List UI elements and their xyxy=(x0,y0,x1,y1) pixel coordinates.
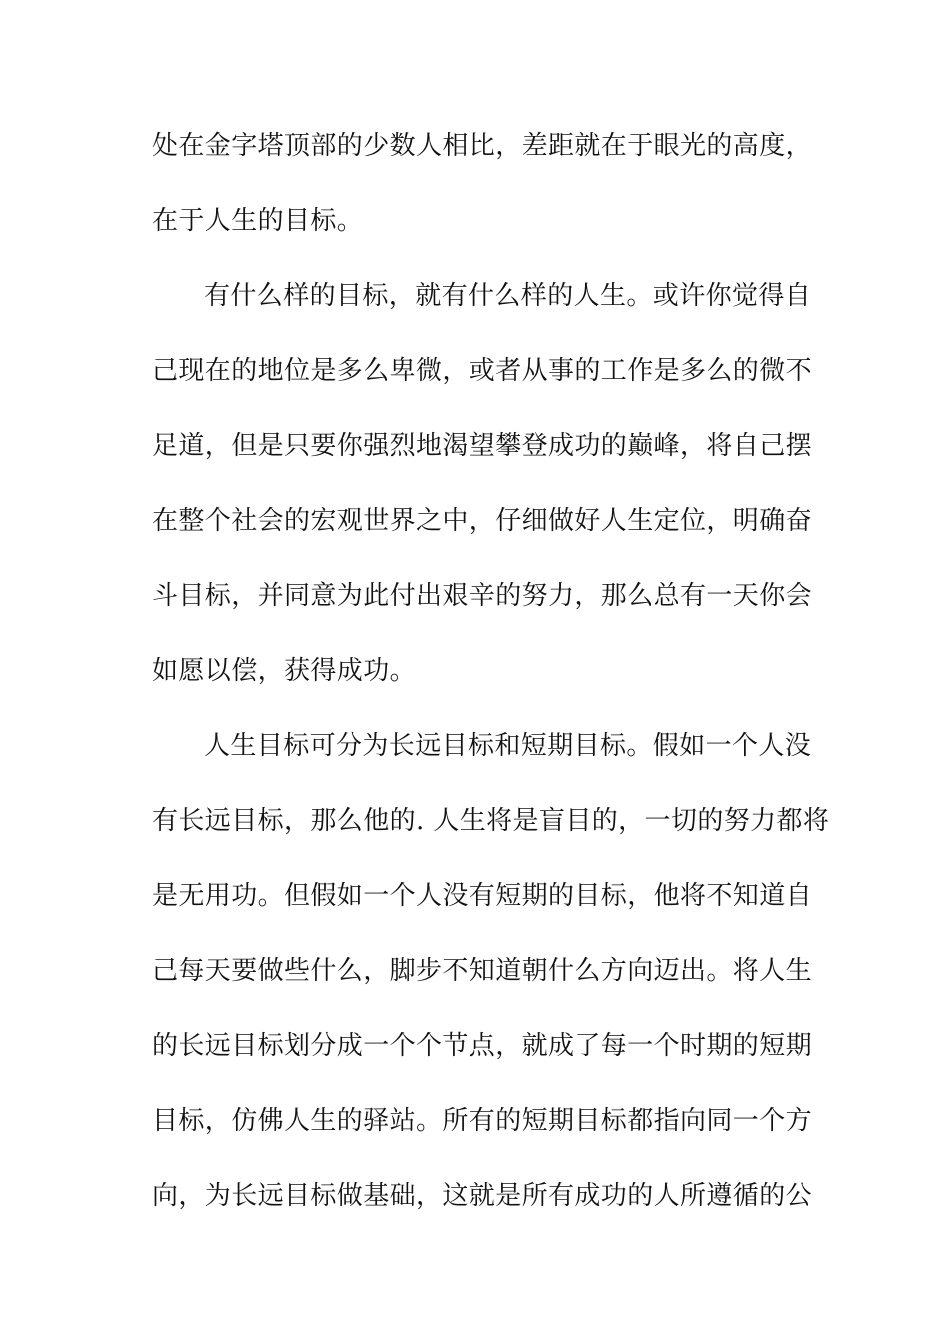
text-line: 己现在的地位是多么卑微，或者从事的工作是多么的微不 xyxy=(152,356,813,386)
text-line: 己每天要做些什么，脚步不知道朝什么方向迈出。将人生 xyxy=(152,956,813,986)
paragraph-first-line: 人生目标可分为长远目标和短期目标。假如一个人没 xyxy=(204,731,812,761)
text-line: 足道，但是只要你强烈地渴望攀登成功的巅峰，将自己摆 xyxy=(152,431,813,461)
text-line: 有长远目标，那么他的. 人生将是盲目的，一切的努力都将 xyxy=(152,806,830,836)
text-line: 的长远目标划分成一个个节点，就成了每一个时期的短期 xyxy=(152,1031,813,1061)
text-line: 在于人生的目标。 xyxy=(152,206,364,236)
text-line: 如愿以偿，获得成功。 xyxy=(152,656,417,686)
body-text xyxy=(152,120,830,1245)
text-line: 向，为长远目标做基础，这就是所有成功的人所遵循的公 xyxy=(152,1181,813,1211)
paragraph-first-line: 有什么样的目标，就有什么样的人生。或许你觉得自 xyxy=(204,281,812,311)
text-line: 处在金字塔顶部的少数人相比，差距就在于眼光的高度， xyxy=(152,131,813,161)
text-line: 是无用功。但假如一个人没有短期的目标，他将不知道自 xyxy=(152,881,813,911)
text-line: 斗目标，并同意为此付出艰辛的努力，那么总有一天你会 xyxy=(152,581,813,611)
text-line: 在整个社会的宏观世界之中，仔细做好人生定位，明确奋 xyxy=(152,506,813,536)
text-line: 目标，仿佛人生的驿站。所有的短期目标都指向同一个方 xyxy=(152,1106,813,1136)
